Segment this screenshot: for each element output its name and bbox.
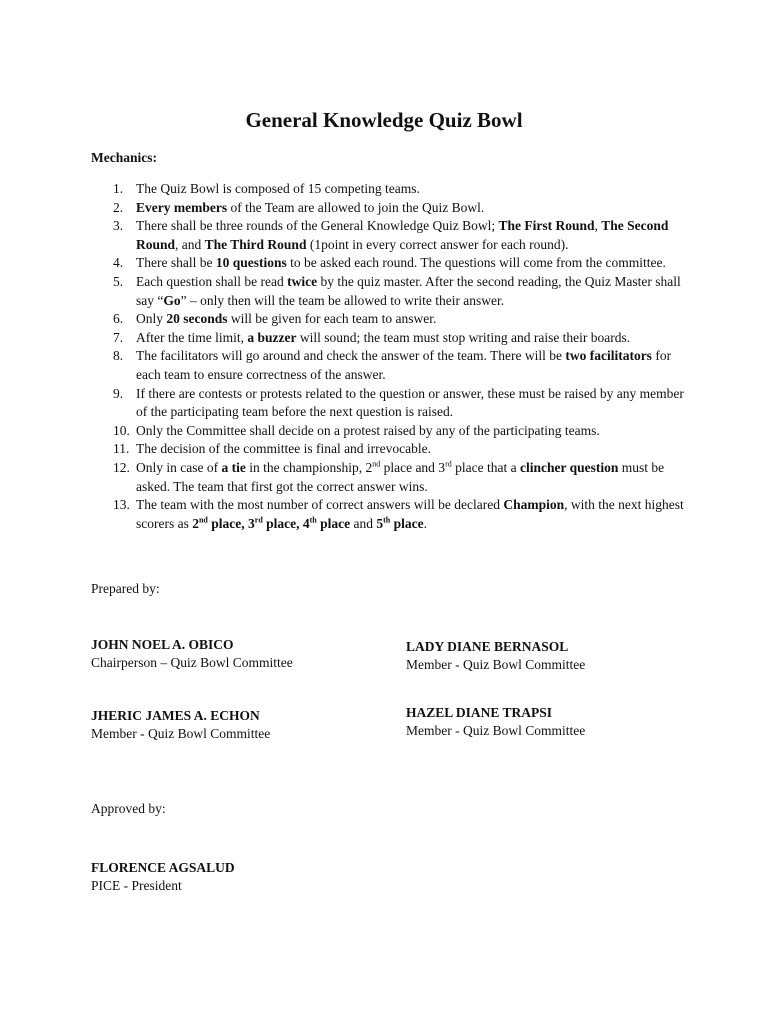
- rule-text: [136, 422, 691, 441]
- rule-text-segment: The decision of the committee is final and irrevocable.: [136, 441, 432, 457]
- rule-number: [91, 254, 136, 273]
- signatory-name-agsalud: FLORENCE AGSALUD: [91, 860, 235, 875]
- rule-text: [136, 273, 691, 310]
- rule-number-text: 2.: [113, 199, 124, 215]
- rule-text-segment: and: [350, 515, 377, 531]
- rule-text-segment: nd: [198, 515, 208, 525]
- rule-item: [91, 385, 691, 422]
- rule-text: [136, 347, 691, 384]
- rule-number-text: 12.: [113, 459, 130, 475]
- signatory-name-bernasol: LADY DIANE BERNASOL: [406, 639, 569, 654]
- rule-text-segment: will sound; the team must stop writing and raise their boards.: [296, 329, 631, 345]
- rule-number: [91, 329, 136, 348]
- rule-item: [91, 310, 691, 329]
- rule-text-segment: Every members: [136, 199, 228, 215]
- rule-number-text: 8.: [113, 348, 124, 364]
- rule-text-segment: place, 4: [262, 515, 310, 531]
- rule-text-segment: nd: [372, 459, 381, 469]
- rule-item: [91, 329, 691, 348]
- rule-text: [136, 440, 691, 459]
- approved-by-label: Approved by:: [91, 801, 166, 816]
- rule-text-segment: Only: [136, 311, 167, 327]
- rule-text: [136, 180, 691, 199]
- rule-text-segment: 10 questions: [215, 255, 287, 271]
- rule-text-segment: will be given for each team to answer.: [227, 311, 437, 327]
- rule-text-segment: place that a: [451, 459, 520, 475]
- rule-number: [91, 180, 136, 199]
- rule-text-segment: rd: [445, 459, 452, 469]
- rule-number-text: 4.: [113, 255, 124, 271]
- rule-text-segment: The Third Round: [204, 236, 307, 252]
- rule-text-segment: .: [423, 515, 428, 531]
- rule-text-segment: If there are contests or protests related to the question or answer, these must be raised by any member of the participating team before the next question is raised.: [136, 385, 684, 420]
- rule-text-segment: in the championship, 2: [245, 459, 373, 475]
- signatory-role-trapsi: Member - Quiz Bowl Committee: [406, 723, 586, 738]
- rule-text-segment: The facilitators will go around and check the answer of the team. There will be: [136, 348, 566, 364]
- rule-text-segment: Champion: [503, 497, 565, 513]
- rule-number-text: 13.: [113, 497, 130, 513]
- rule-text-segment: twice: [287, 273, 318, 289]
- rule-item: [91, 273, 691, 310]
- rule-text-segment: There shall be three rounds of the General Knowledge Quiz Bowl;: [136, 218, 499, 234]
- rule-number: [91, 496, 136, 515]
- rule-text-segment: th: [309, 515, 317, 525]
- document-title: General Knowledge Quiz Bowl: [245, 108, 523, 132]
- rule-text-segment: a tie: [221, 459, 246, 475]
- rule-number-text: 5.: [113, 273, 124, 289]
- rules-list: [91, 180, 691, 533]
- rule-number: [91, 347, 136, 366]
- rule-text-segment: must be asked. The team that first got the correct answer wins.: [136, 459, 665, 494]
- signatory-name-echon: JHERIC JAMES A. ECHON: [91, 708, 260, 723]
- rule-number-text: 1.: [113, 181, 124, 196]
- rule-text-segment: Go: [163, 292, 181, 308]
- rule-text-segment: The Second Round: [136, 218, 669, 252]
- rule-number: [91, 459, 136, 478]
- signatory-name-obico: JOHN NOEL A. OBICO: [91, 637, 234, 652]
- rule-text: [136, 199, 691, 218]
- rule-number: [91, 273, 136, 292]
- rule-text: [136, 496, 691, 533]
- rule-text-segment: of the Team are allowed to join the Quiz Bowl.: [227, 199, 485, 215]
- rule-text-segment: There shall be: [136, 255, 216, 271]
- rule-text-segment: place, 3: [207, 515, 255, 531]
- rule-text-segment: After the time limit,: [136, 329, 248, 345]
- rule-number: [91, 422, 136, 441]
- rule-text-segment: place: [316, 515, 351, 531]
- rule-text-segment: Only in case of: [136, 459, 222, 475]
- rule-item: [91, 347, 691, 384]
- rule-number-text: 11.: [113, 441, 130, 457]
- rule-number-text: 10.: [113, 422, 130, 438]
- rule-item: [91, 422, 691, 441]
- rule-text-segment: place: [390, 515, 424, 531]
- rule-text-segment: rd: [254, 515, 263, 525]
- rule-number: [91, 199, 136, 218]
- rule-number-text: 9.: [113, 385, 124, 401]
- rule-text-segment: ” – only then will the team be allowed to write their answer.: [180, 292, 505, 308]
- rule-text-segment: The team with the most number of correct answers will be declared: [136, 497, 504, 513]
- rule-number: [91, 310, 136, 329]
- rule-number-text: 3.: [113, 218, 124, 234]
- rule-text-segment: Only the Committee shall decide on a protest raised by any of the participating teams.: [136, 422, 600, 438]
- mechanics-heading: Mechanics:: [91, 150, 157, 165]
- rule-text-segment: to be asked each round. The questions will come from the committee.: [286, 255, 666, 271]
- signatory-role-obico: Chairperson – Quiz Bowl Committee: [91, 655, 293, 670]
- signatory-role-bernasol: Member - Quiz Bowl Committee: [406, 657, 586, 672]
- rule-number: [91, 217, 136, 236]
- rule-text-segment: 20 seconds: [166, 311, 228, 327]
- rule-text: [136, 310, 691, 329]
- rule-text-segment: ,: [594, 218, 602, 234]
- rule-item: [91, 254, 691, 273]
- rule-text-segment: place and 3: [380, 459, 446, 475]
- signatory-role-agsalud: PICE - President: [91, 878, 182, 893]
- rule-text-segment: (1point in every correct answer for each round).: [306, 236, 569, 252]
- rule-text-segment: 5: [376, 515, 384, 531]
- rule-text-segment: The Quiz Bowl is composed of 15 competing teams.: [136, 181, 420, 196]
- rule-text: [136, 254, 691, 273]
- rule-item: [91, 440, 691, 459]
- rule-item: [91, 217, 691, 254]
- rule-number: [91, 385, 136, 404]
- rule-text: [136, 329, 691, 348]
- rule-text-segment: by the quiz master. After the second reading, the Quiz Master shall say “: [136, 273, 681, 308]
- rule-text-segment: Each question shall be read: [136, 273, 288, 289]
- rule-item: [91, 180, 691, 199]
- rule-text-segment: , and: [175, 236, 205, 252]
- rule-text-segment: The First Round: [498, 218, 595, 234]
- rule-item: [91, 496, 691, 533]
- rule-text: [136, 459, 691, 496]
- signatory-role-echon: Member - Quiz Bowl Committee: [91, 726, 271, 741]
- rule-text: [136, 385, 691, 422]
- rule-number-text: 6.: [113, 311, 124, 327]
- rule-text-segment: , with the next highest scorers as: [136, 497, 684, 531]
- rule-text-segment: two facilitators: [565, 348, 652, 364]
- rule-number-text: 7.: [113, 329, 124, 345]
- rule-item: [91, 459, 691, 496]
- prepared-by-label: Prepared by:: [91, 581, 160, 596]
- rule-text-segment: th: [383, 515, 391, 525]
- rule-text-segment: for each team to ensure correctness of the answer.: [136, 348, 672, 382]
- rule-text-segment: clincher question: [519, 459, 619, 475]
- rule-text-segment: a buzzer: [247, 329, 297, 345]
- rule-text-segment: 2: [192, 515, 199, 531]
- rule-text: [136, 217, 691, 254]
- rule-number: [91, 440, 136, 459]
- rule-item: [91, 199, 691, 218]
- signatory-name-trapsi: HAZEL DIANE TRAPSI: [406, 705, 553, 720]
